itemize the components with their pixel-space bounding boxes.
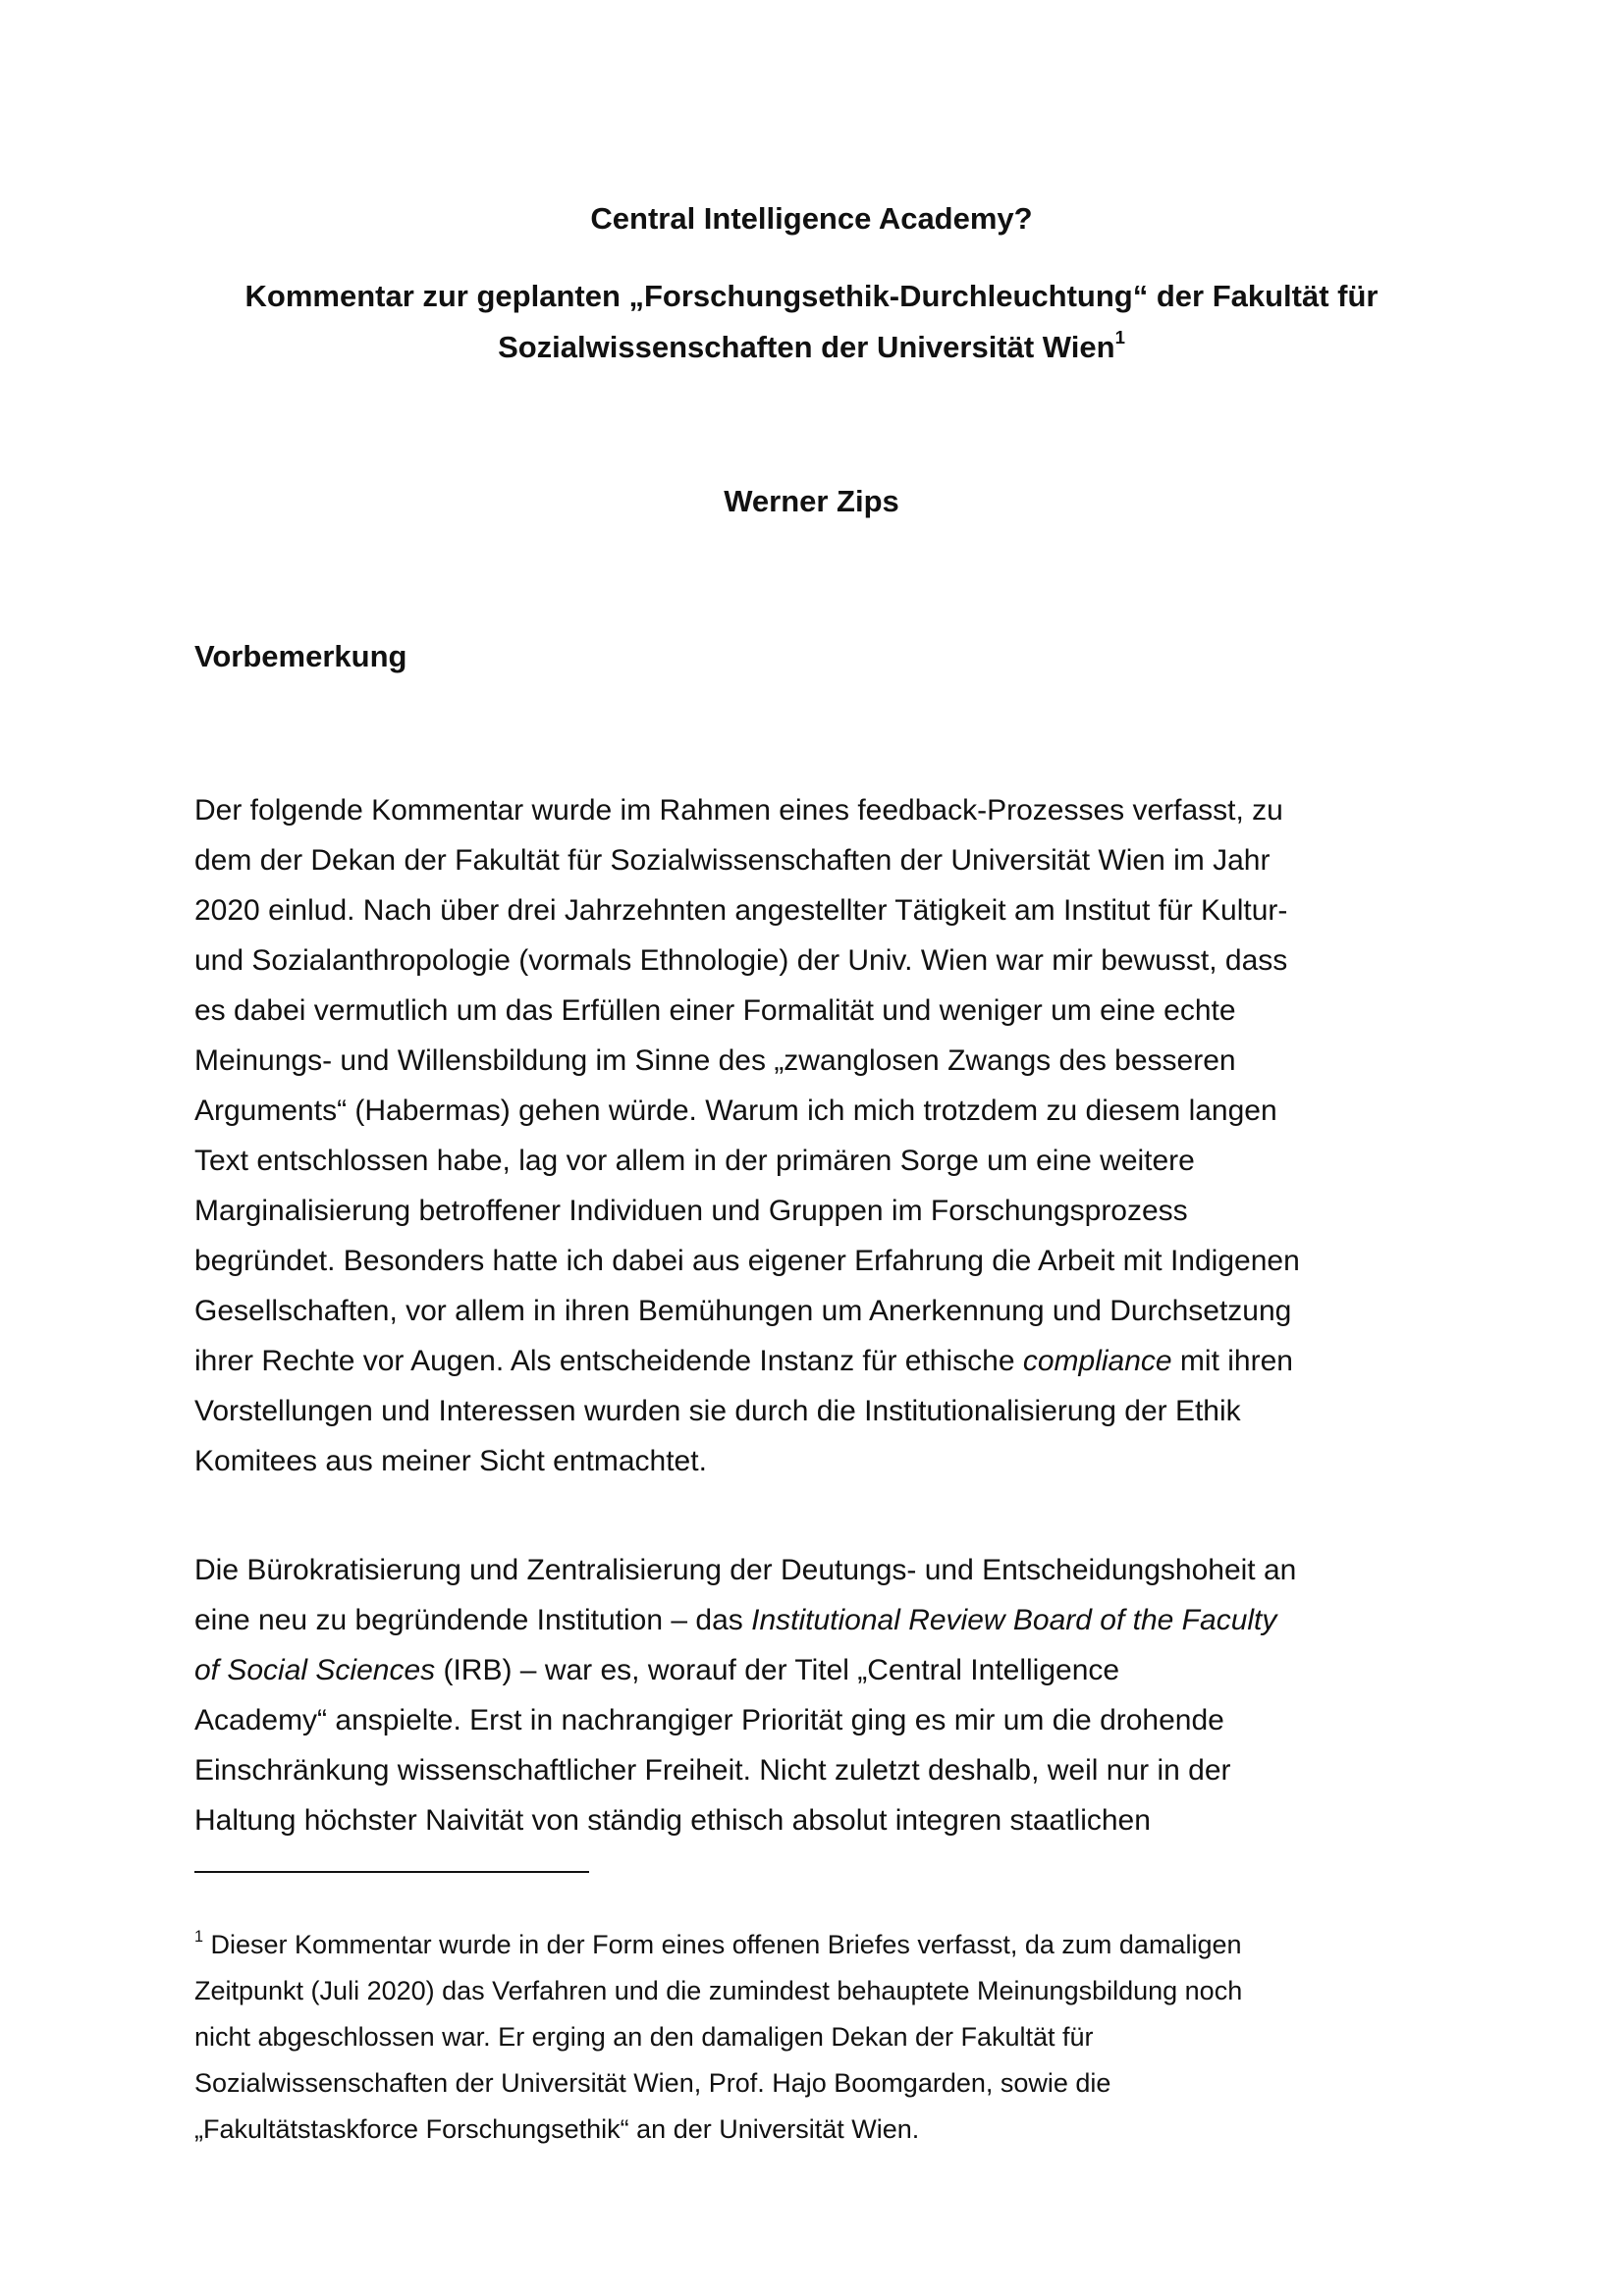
text-line: Einschränkung wissenschaftlicher Freiheit. Nicht zuletzt deshalb, weil nur in der [194,1754,1231,1787]
footnote-line: nicht abgeschlossen war. Er erging an den damaligen Dekan der Fakultät für [194,2022,1094,2052]
text-line: es dabei vermutlich um das Erfüllen einer Formalität und weniger um eine echte [194,994,1236,1027]
text-line: Die Bürokratisierung und Zentralisierung der Deutungs- und Entscheidungshoheit an [194,1554,1297,1586]
section-heading: Vorbemerkung [194,639,407,673]
footnote-separator [194,1871,589,1873]
text-segment: (IRB) – war es, worauf der Titel „Central Intelligence [435,1654,1120,1686]
subtitle-line-text: Sozialwissenschaften der Universität Wien [498,330,1115,364]
document-subtitle [194,271,1429,373]
text-line: Academy“ anspielte. Erst in nachrangiger Priorität ging es mir um die drohende [194,1704,1224,1736]
author-name: Werner Zips [724,484,899,518]
text-line: Gesellschaften, vor allem in ihren Bemühungen um Anerkennung und Durchsetzung [194,1295,1292,1327]
text-line: Meinungs- und Willensbildung im Sinne des „zwanglosen Zwangs des besseren [194,1044,1236,1077]
text-line: begründet. Besonders hatte ich dabei aus eigener Erfahrung die Arbeit mit Indigenen [194,1245,1300,1277]
text-line [194,1645,1429,1695]
text-line: Vorstellungen und Interessen wurden sie durch die Institutionalisierung der Ethik [194,1395,1241,1427]
text-line: Arguments“ (Habermas) gehen würde. Warum ich mich trotzdem zu diesem langen [194,1095,1277,1127]
paragraph [194,1545,1429,1845]
subtitle-line [194,322,1429,373]
footnote-text: Dieser Kommentar wurde in der Form eines offenen Briefes verfasst, da zum damaligen [203,1930,1242,1959]
text-line: Der folgende Kommentar wurde im Rahmen eines feedback-Prozesses verfasst, zu [194,794,1283,827]
subtitle-line: Kommentar zur geplanten „Forschungsethik-Durchleuchtung“ der Fakultät für [244,279,1379,313]
text-line: Haltung höchster Naivität von ständig ethisch absolut integren staatlichen [194,1804,1151,1837]
footnote-reference[interactable]: 1 [1114,327,1125,348]
footnote-line: „Fakultätstaskforce Forschungsethik“ an der Universität Wien. [194,2114,920,2144]
document-title: Central Intelligence Academy? [590,201,1033,236]
footnote [194,1922,1429,2153]
footnote-line: Sozialwissenschaften der Universität Wien, Prof. Hajo Boomgarden, sowie die [194,2068,1111,2098]
text-line: Komitees aus meiner Sicht entmachtet. [194,1445,707,1477]
text-line: 2020 einlud. Nach über drei Jahrzehnten angestellter Tätigkeit am Institut für Kultur- [194,894,1288,927]
italic-term: of Social Sciences [194,1654,436,1686]
footnote-line [194,1922,1429,1968]
italic-term: Institutional Review Board of the Faculty [751,1604,1277,1636]
text-line [194,1336,1429,1386]
text-segment: mit ihren [1171,1345,1293,1377]
text-segment: eine neu zu begründende Institution – das [194,1604,752,1636]
text-line: und Sozialanthropologie (vormals Ethnologie) der Univ. Wien war mir bewusst, dass [194,944,1288,977]
text-segment: ihrer Rechte vor Augen. Als entscheidende Instanz für ethische [194,1345,1023,1377]
footnote-line: Zeitpunkt (Juli 2020) das Verfahren und die zumindest behauptete Meinungsbildung noch [194,1976,1243,2005]
text-line [194,1595,1429,1645]
footnote-marker: 1 [194,1927,204,1946]
paragraph [194,785,1429,1486]
text-line: dem der Dekan der Fakultät für Sozialwissenschaften der Universität Wien im Jahr [194,844,1271,877]
italic-term: compliance [1022,1345,1172,1377]
text-line: Marginalisierung betroffener Individuen und Gruppen im Forschungsprozess [194,1195,1188,1227]
text-line: Text entschlossen habe, lag vor allem in der primären Sorge um eine weitere [194,1145,1195,1177]
